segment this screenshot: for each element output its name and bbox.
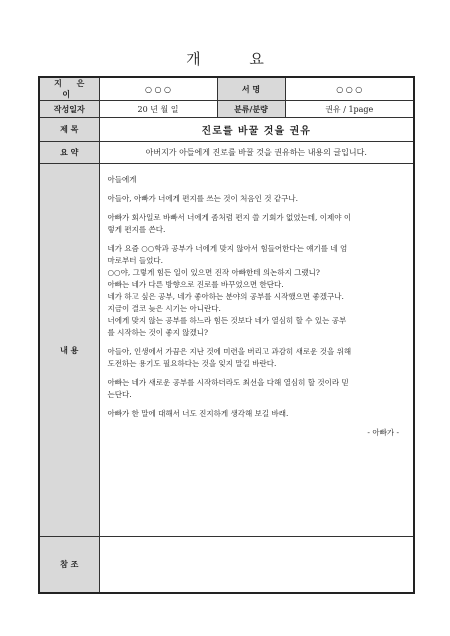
subject-label: 제 목 <box>39 118 99 142</box>
summary-label: 요 약 <box>39 142 99 164</box>
letter-line: 아들에게 <box>107 175 137 184</box>
letter-line: 렇게 편지를 쓴다. <box>107 225 166 234</box>
letter-text <box>100 164 414 439</box>
letter-paragraph <box>108 408 406 420</box>
reference-row <box>39 537 414 593</box>
content-row <box>39 164 414 537</box>
letter-paragraph <box>108 174 406 186</box>
letter-line: 아빠는 네가 다른 방향으로 진로를 바꾸었으면 한단다. <box>107 280 284 289</box>
author-value: ○ ○ ○ <box>99 77 217 101</box>
summary-value: 아버지가 아들에게 진로를 바꿀 것을 권유하는 내용의 글입니다. <box>99 142 414 164</box>
reference-label: 참 조 <box>39 537 99 593</box>
letter-line: 너에게 맞지 않는 공부를 하느라 힘든 것보다 네가 열심히 할 수 있는 공부 <box>107 316 347 325</box>
date-row <box>39 101 414 118</box>
letter-line: 네가 요즘 ○○학과 공부가 너에게 맞지 않아서 힘들어한다는 얘기를 네 엄 <box>107 244 348 253</box>
letter-paragraph <box>108 377 406 401</box>
letter-line: 아빠는 네가 새로운 공부를 시작하더라도 최선을 다해 열심히 할 것이라 믿 <box>107 378 349 387</box>
letter-paragraph <box>108 212 406 236</box>
summary-row <box>39 142 414 164</box>
content-label: 내 용 <box>39 164 99 537</box>
letter-line: 네가 하고 싶은 공부, 네가 좋아하는 분야의 공부를 시작했으면 좋겠구나. <box>107 292 344 301</box>
letter-line: 아빠가 한 말에 대해서 너도 진지하게 생각해 보길 바래. <box>107 409 289 418</box>
author-row <box>39 77 414 101</box>
date-value: 20 년 월 일 <box>99 101 217 118</box>
category-value: 권유 / 1page <box>285 101 414 118</box>
letter-line: 아들아, 아빠가 너에게 편지를 쓰는 것이 처음인 것 같구나. <box>107 194 298 203</box>
letter-paragraph <box>108 346 406 370</box>
letter-paragraph <box>108 193 406 205</box>
letter-body <box>99 164 414 537</box>
letter-paragraph <box>108 243 406 339</box>
letter-line: 지금이 결코 늦은 시기는 아니란다. <box>107 304 221 313</box>
recipient-value: ○ ○ ○ <box>285 77 414 101</box>
letter-line: 아들아, 인생에서 가끔은 지난 것에 미련을 버리고 과감히 새로운 것을 위해 <box>107 347 352 356</box>
letter-line: ○○야, 그렇게 힘든 일이 있으면 진작 아빠한테 의논하지 그랬니? <box>107 268 320 277</box>
letter-signature: - 아빠가 - <box>367 428 399 437</box>
subject-row <box>39 118 414 142</box>
summary-form <box>38 76 415 594</box>
author-label: 지 은 이 <box>39 77 99 101</box>
recipient-label: 서 명 <box>217 77 285 101</box>
letter-line: 아빠가 회사일로 바빠서 너에게 좀처럼 편지 쓸 기회가 없었는데, 이제야 이 <box>107 213 352 222</box>
letter-line: 를 시작하는 것이 좋지 않겠니? <box>107 328 208 337</box>
category-label: 분류/분량 <box>217 101 285 118</box>
date-label: 작성일자 <box>39 101 99 118</box>
letter-line: 도전하는 용기도 필요하다는 것을 잊지 말길 바란다. <box>107 359 277 368</box>
letter-line: 는단다. <box>107 390 132 399</box>
page-title: 개 요 <box>186 50 286 68</box>
letter-line: 마로부터 들었다. <box>107 256 163 265</box>
reference-value <box>99 537 414 593</box>
subject-value: 진로를 바꿀 것을 권유 <box>99 118 414 142</box>
